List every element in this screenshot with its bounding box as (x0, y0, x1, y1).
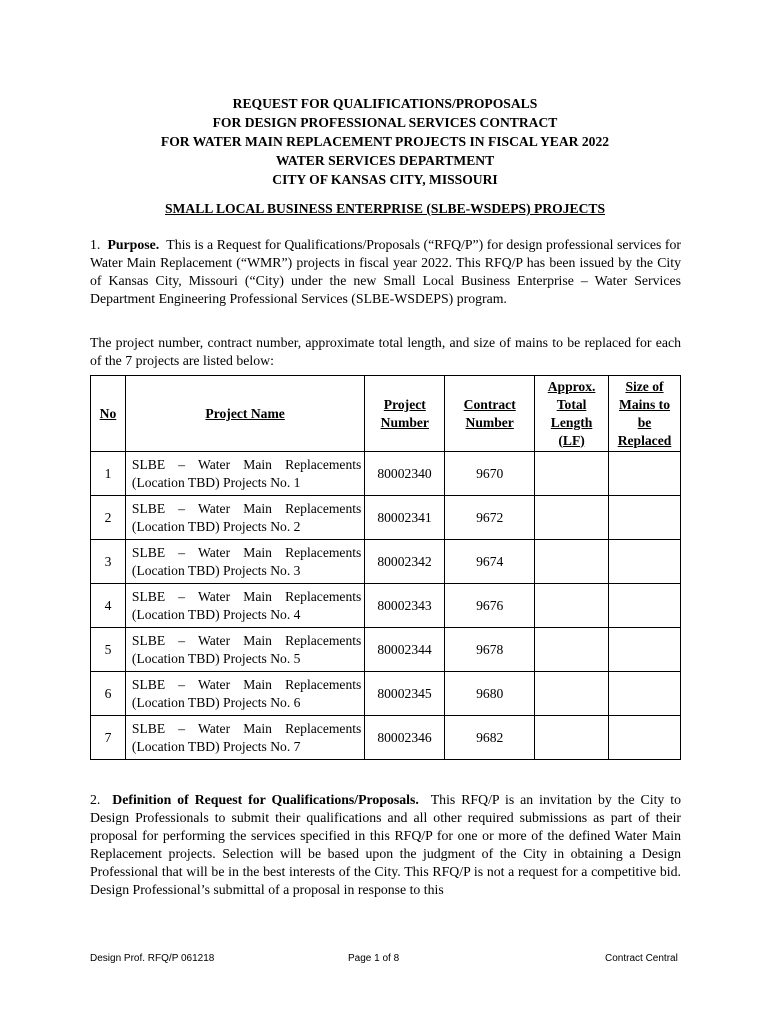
table-row (91, 628, 681, 672)
cell-contract-number: 9670 (445, 452, 535, 496)
section-text: This is a Request for Qualifications/Proposals (“RFQ/P”) for design professional services for Water Main Replacement (“WMR”) projects in fiscal year 2022. This RFQ/P has been issued by the City of Kansas City, Missouri (“City) under the new Small Local Business Enterprise – Water Services Department Engineering Professional Services (SLBE-WSDEPS) program. (90, 237, 682, 306)
header-line: Contract (463, 396, 516, 412)
header-line: Number (380, 414, 429, 430)
cell-contract-number: 9672 (445, 496, 535, 540)
cell-size (609, 584, 681, 628)
cell-length (535, 452, 609, 496)
section-heading: Definition of Request for Qualifications/Proposals. (112, 792, 419, 807)
header-contract-number (445, 376, 535, 452)
cell-contract-number: 9680 (445, 672, 535, 716)
footer-office: Contract Central (605, 953, 678, 964)
cell-no: 4 (91, 584, 126, 628)
cell-size (609, 716, 681, 760)
cell-length (535, 496, 609, 540)
name-line-2: (Location TBD) Projects No. 4 (131, 606, 301, 622)
projects-table (90, 375, 681, 760)
cell-size (609, 540, 681, 584)
cell-project-number: 80002340 (365, 452, 445, 496)
cell-project-number: 80002341 (365, 496, 445, 540)
table-row (91, 540, 681, 584)
name-line-1: SLBE – Water Main Replacements (131, 588, 362, 604)
header-line: (LF) (558, 432, 585, 448)
cell-no: 5 (91, 628, 126, 672)
section-heading: Purpose. (107, 237, 160, 252)
name-line-2: (Location TBD) Projects No. 1 (131, 474, 301, 490)
table-row (91, 672, 681, 716)
cell-size (609, 452, 681, 496)
title-line: WATER SERVICES DEPARTMENT (275, 153, 495, 168)
table-row (91, 452, 681, 496)
table-header-row (91, 376, 681, 452)
cell-length (535, 672, 609, 716)
cell-contract-number: 9682 (445, 716, 535, 760)
cell-project-name (125, 628, 364, 672)
cell-no: 3 (91, 540, 126, 584)
cell-size (609, 628, 681, 672)
header-size (609, 376, 681, 452)
table-row (91, 496, 681, 540)
header-line: Replaced (617, 432, 672, 448)
name-line-1: SLBE – Water Main Replacements (131, 456, 362, 472)
name-line-1: SLBE – Water Main Replacements (131, 676, 362, 692)
title-line: FOR WATER MAIN REPLACEMENT PROJECTS IN FISCAL YEAR 2022 (160, 134, 610, 149)
document-title (90, 94, 680, 189)
cell-project-name (125, 716, 364, 760)
name-line-2: (Location TBD) Projects No. 7 (131, 738, 301, 754)
cell-no: 6 (91, 672, 126, 716)
name-line-1: SLBE – Water Main Replacements (131, 720, 362, 736)
cell-project-name (125, 540, 364, 584)
cell-contract-number: 9678 (445, 628, 535, 672)
header-project-name: Project Name (125, 376, 364, 452)
cell-project-name (125, 496, 364, 540)
header-line: Size of (625, 378, 664, 394)
purpose-paragraph (90, 236, 681, 308)
title-line: CITY OF KANSAS CITY, MISSOURI (272, 172, 498, 187)
cell-no: 1 (91, 452, 126, 496)
title-line: FOR DESIGN PROFESSIONAL SERVICES CONTRACT (212, 115, 558, 130)
name-line-1: SLBE – Water Main Replacements (131, 632, 362, 648)
section-text: This RFQ/P is an invitation by the City to Design Professionals to submit their qualifications and all other required submissions as part of their proposal for performing the services specified in this RFQ/P for one or more of the defined Water Main Replacement projects. Selection will be based upon the judgment of the City in obtaining a Design Professional that will be in the best interests of the City. This RFQ/P is not a request for a competitive bid. Design Professional’s submittal of a proposal in response to this (90, 792, 682, 897)
cell-project-number: 80002344 (365, 628, 445, 672)
table-row (91, 716, 681, 760)
footer-page-number: Page 1 of 8 (348, 953, 400, 964)
definition-paragraph (90, 791, 681, 899)
section-number: 1. (90, 237, 101, 252)
header-line: Total (556, 396, 587, 412)
header-line: Length (550, 414, 593, 430)
cell-length (535, 716, 609, 760)
table-row (91, 584, 681, 628)
header-line: Approx. (547, 378, 596, 394)
cell-contract-number: 9674 (445, 540, 535, 584)
title-line: REQUEST FOR QUALIFICATIONS/PROPOSALS (232, 96, 538, 111)
cell-no: 7 (91, 716, 126, 760)
cell-project-number: 80002342 (365, 540, 445, 584)
cell-no: 2 (91, 496, 126, 540)
section-number: 2. (90, 792, 101, 807)
cell-size (609, 672, 681, 716)
cell-length (535, 628, 609, 672)
header-project-number (365, 376, 445, 452)
cell-project-number: 80002343 (365, 584, 445, 628)
cell-project-name (125, 672, 364, 716)
name-line-1: SLBE – Water Main Replacements (131, 544, 362, 560)
header-length (535, 376, 609, 452)
name-line-2: (Location TBD) Projects No. 2 (131, 518, 301, 534)
cell-length (535, 584, 609, 628)
cell-length (535, 540, 609, 584)
document-subtitle: SMALL LOCAL BUSINESS ENTERPRISE (SLBE-WSDEPS) PROJECTS (164, 201, 606, 216)
name-line-1: SLBE – Water Main Replacements (131, 500, 362, 516)
cell-project-name (125, 452, 364, 496)
cell-project-name (125, 584, 364, 628)
footer-document-id: Design Prof. RFQ/P 061218 (90, 953, 215, 964)
header-no: No (91, 376, 126, 452)
header-line: Mains to (619, 396, 670, 412)
name-line-2: (Location TBD) Projects No. 6 (131, 694, 301, 710)
cell-size (609, 496, 681, 540)
cell-contract-number: 9676 (445, 584, 535, 628)
header-line: Project (383, 396, 426, 412)
intro-paragraph: The project number, contract number, approximate total length, and size of mains to be replaced for each of the 7 projects are listed below: (90, 335, 681, 368)
header-line: Number (465, 414, 514, 430)
cell-project-number: 80002346 (365, 716, 445, 760)
name-line-2: (Location TBD) Projects No. 3 (131, 562, 301, 578)
header-line: be (637, 414, 652, 430)
name-line-2: (Location TBD) Projects No. 5 (131, 650, 301, 666)
cell-project-number: 80002345 (365, 672, 445, 716)
